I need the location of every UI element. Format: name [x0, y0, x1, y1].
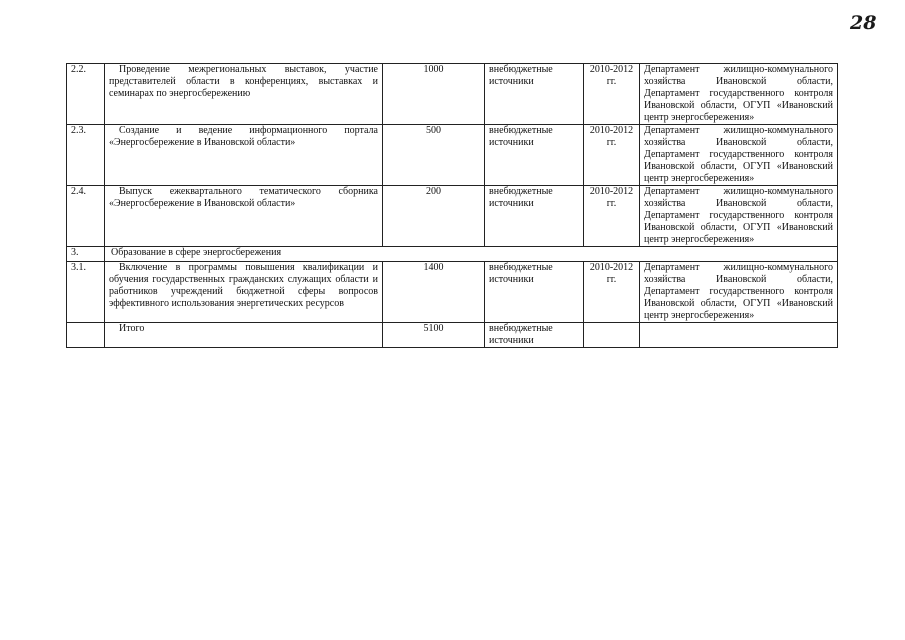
total-source: внебюджетные источники: [485, 323, 584, 348]
total-amount: 5100: [383, 323, 485, 348]
funding-amount: 200: [383, 186, 485, 247]
row-number: 3.1.: [67, 262, 105, 323]
executor: Департамент жилищно-коммунального хозяйства Ивановской области, Департамент государственного контроля Ивановской области, ОГУП «Ивановский центр энергосбережения»: [640, 64, 838, 125]
executor: Департамент жилищно-коммунального хозяйства Ивановской области, Департамент государственного контроля Ивановской области, ОГУП «Ивановский центр энергосбережения»: [640, 262, 838, 323]
section-title: Образование в сфере энергосбережения: [105, 247, 838, 262]
executor: Департамент жилищно-коммунального хозяйства Ивановской области, Департамент государственного контроля Ивановской области, ОГУП «Ивановский центр энергосбережения»: [640, 125, 838, 186]
table-row: [67, 64, 838, 125]
measure-name: Создание и ведение информационного портала «Энергосбережение в Ивановской области»: [105, 125, 383, 186]
funding-source: внебюджетные источники: [485, 125, 584, 186]
funding-amount: 1400: [383, 262, 485, 323]
empty-cell: [640, 323, 838, 348]
measure-name: Выпуск ежеквартального тематического сборника «Энергосбережение в Ивановской области»: [105, 186, 383, 247]
funding-source: внебюджетные источники: [485, 186, 584, 247]
funding-source: внебюджетные источники: [485, 64, 584, 125]
empty-cell: [67, 323, 105, 348]
total-row: [67, 323, 838, 348]
measure-name: Проведение межрегиональных выставок, участие представителей области в конференциях, выставках и семинарах по энергосбережению: [105, 64, 383, 125]
section-row: [67, 247, 838, 262]
implementation-period: 2010-2012 гг.: [584, 186, 640, 247]
row-number: 2.4.: [67, 186, 105, 247]
funding-amount: 1000: [383, 64, 485, 125]
program-table: [66, 63, 838, 348]
page-number: 28: [850, 12, 877, 34]
funding-amount: 500: [383, 125, 485, 186]
funding-source: внебюджетные источники: [485, 262, 584, 323]
row-number: 2.3.: [67, 125, 105, 186]
table-row: [67, 262, 838, 323]
implementation-period: 2010-2012 гг.: [584, 262, 640, 323]
table-row: [67, 186, 838, 247]
implementation-period: 2010-2012 гг.: [584, 125, 640, 186]
row-number: 2.2.: [67, 64, 105, 125]
empty-cell: [584, 323, 640, 348]
section-number: 3.: [67, 247, 105, 262]
executor: Департамент жилищно-коммунального хозяйства Ивановской области, Департамент государственного контроля Ивановской области, ОГУП «Ивановский центр энергосбережения»: [640, 186, 838, 247]
total-label: Итого: [105, 323, 383, 348]
implementation-period: 2010-2012 гг.: [584, 64, 640, 125]
table-row: [67, 125, 838, 186]
measure-name: Включение в программы повышения квалификации и обучения государственных гражданских служащих области и работников учреждений бюджетной сферы вопросов эффективного использования энергетических ресурсов: [105, 262, 383, 323]
